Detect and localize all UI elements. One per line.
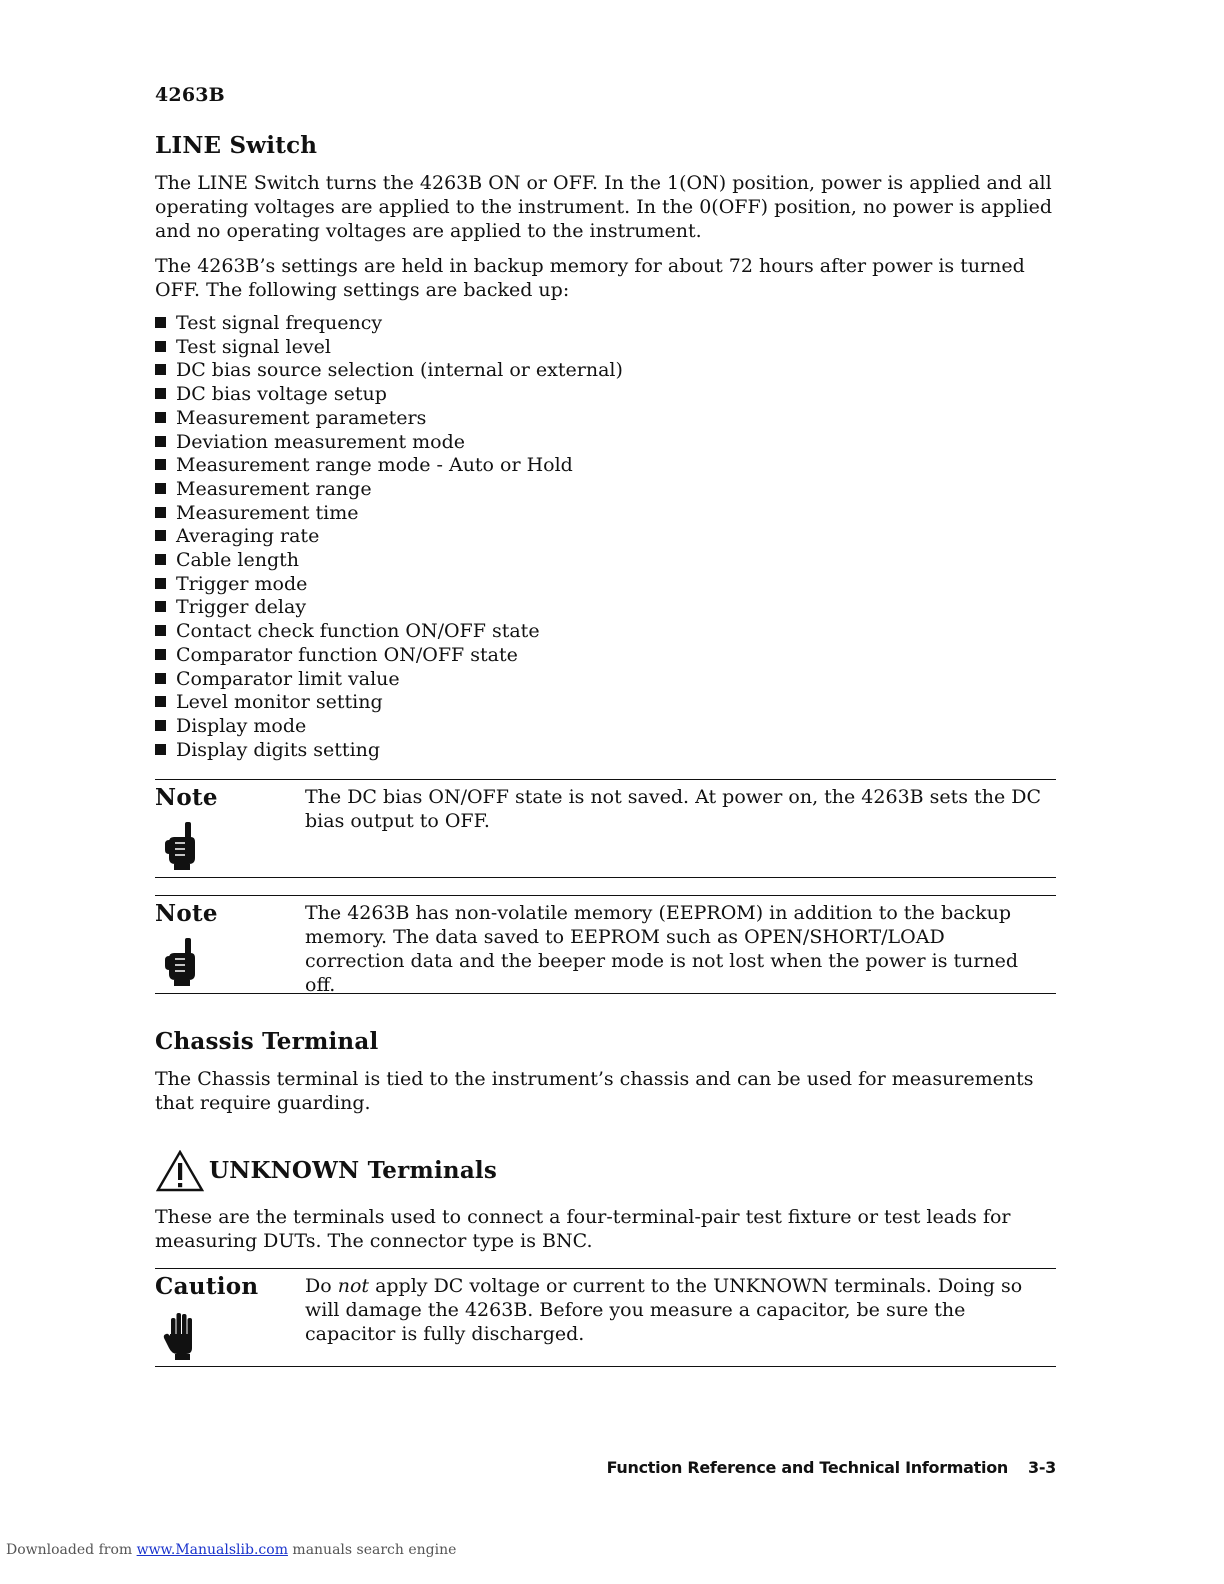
bullet-square-icon [155, 388, 166, 399]
list-item: Trigger mode [155, 573, 623, 597]
list-item: Comparator function ON/OFF state [155, 644, 623, 668]
bullet-square-icon [155, 625, 166, 636]
list-item: Contact check function ON/OFF state [155, 620, 623, 644]
page-header-model: 4263B [155, 84, 225, 106]
pointing-hand-icon [163, 936, 197, 986]
footer-page-number: 3-3 [1027, 1458, 1056, 1477]
note2-label: Note [155, 900, 218, 927]
note2-text: The 4263B has non-volatile memory (EEPROM) in addition to the backup memory. The data saved to EEPROM such as OPEN/SHORT/LOAD correction data and the beeper mode is not lost when the power is turned off. [305, 902, 1019, 996]
list-item: Trigger delay [155, 596, 623, 620]
bullet-square-icon [155, 364, 166, 375]
bullet-square-icon [155, 317, 166, 328]
bullet-square-icon [155, 530, 166, 541]
stop-hand-icon [163, 1310, 197, 1360]
list-item: Test signal frequency [155, 312, 623, 336]
list-item: Comparator limit value [155, 668, 623, 692]
backed-up-settings-list [155, 312, 623, 762]
section-heading-unknown-terminals: UNKNOWN Terminals [209, 1157, 498, 1184]
bullet-square-icon [155, 649, 166, 660]
backup-memory-paragraph: The 4263B’s settings are held in backup memory for about 72 hours after power is turned OFF. The following settings are backed up: [155, 255, 1025, 301]
list-item: Display mode [155, 715, 623, 739]
section-heading-chassis-terminal: Chassis Terminal [155, 1028, 379, 1055]
bullet-square-icon [155, 696, 166, 707]
note1-text: The DC bias ON/OFF state is not saved. At power on, the 4263B sets the DC bias output to OFF. [305, 786, 1041, 832]
footer-section-title: Function Reference and Technical Information [606, 1458, 1008, 1477]
list-item: Measurement parameters [155, 407, 623, 431]
pointing-hand-icon [163, 820, 197, 870]
caution-bottom-rule [155, 1366, 1056, 1367]
note1-label: Note [155, 784, 218, 811]
bullet-square-icon [155, 436, 166, 447]
list-item: Deviation measurement mode [155, 431, 623, 455]
note2-bottom-rule [155, 993, 1056, 994]
bullet-square-icon [155, 554, 166, 565]
bullet-square-icon [155, 744, 166, 755]
list-item: DC bias source selection (internal or external) [155, 359, 623, 383]
page-footer [607, 1458, 1056, 1477]
list-item: Test signal level [155, 336, 623, 360]
caution-text: Do not apply DC voltage or current to the UNKNOWN terminals. Doing so will damage the 4263B. Before you measure a capacitor, be sure the capacitor is fully discharged. [305, 1275, 1023, 1345]
list-item: DC bias voltage setup [155, 383, 623, 407]
list-item: Averaging rate [155, 525, 623, 549]
bullet-square-icon [155, 601, 166, 612]
list-item: Level monitor setting [155, 691, 623, 715]
note2-top-rule [155, 895, 1056, 896]
unknown-terminals-paragraph: These are the terminals used to connect a four-terminal-pair test fixture or test leads for measuring DUTs. The connector type is BNC. [155, 1206, 1011, 1252]
bullet-square-icon [155, 341, 166, 352]
manualslib-link[interactable]: www.Manualslib.com [136, 1542, 288, 1558]
bullet-square-icon [155, 483, 166, 494]
chassis-terminal-paragraph: The Chassis terminal is tied to the instrument’s chassis and can be used for measurements that require guarding. [155, 1068, 1034, 1114]
download-watermark: Downloaded from www.Manualslib.com manuals search engine [6, 1542, 457, 1558]
section-heading-line-switch: LINE Switch [155, 132, 318, 159]
bullet-square-icon [155, 578, 166, 589]
list-item: Measurement range mode - Auto or Hold [155, 454, 623, 478]
bullet-square-icon [155, 412, 166, 423]
list-item: Measurement range [155, 478, 623, 502]
list-item: Display digits setting [155, 739, 623, 763]
list-item: Measurement time [155, 502, 623, 526]
list-item: Cable length [155, 549, 623, 573]
bullet-square-icon [155, 507, 166, 518]
bullet-square-icon [155, 720, 166, 731]
caution-top-rule [155, 1268, 1056, 1269]
bullet-square-icon [155, 673, 166, 684]
note1-bottom-rule [155, 877, 1056, 878]
manual-page [155, 0, 1056, 1584]
caution-label: Caution [155, 1273, 259, 1300]
note1-top-rule [155, 779, 1056, 780]
line-switch-paragraph: The LINE Switch turns the 4263B ON or OFF. In the 1(ON) position, power is applied and all operating voltages are applied to the instrument. In the 0(OFF) position, no power is applied and no operating voltages are applied to the instrument. [155, 172, 1053, 242]
warning-triangle-icon [156, 1150, 204, 1192]
bullet-square-icon [155, 459, 166, 470]
